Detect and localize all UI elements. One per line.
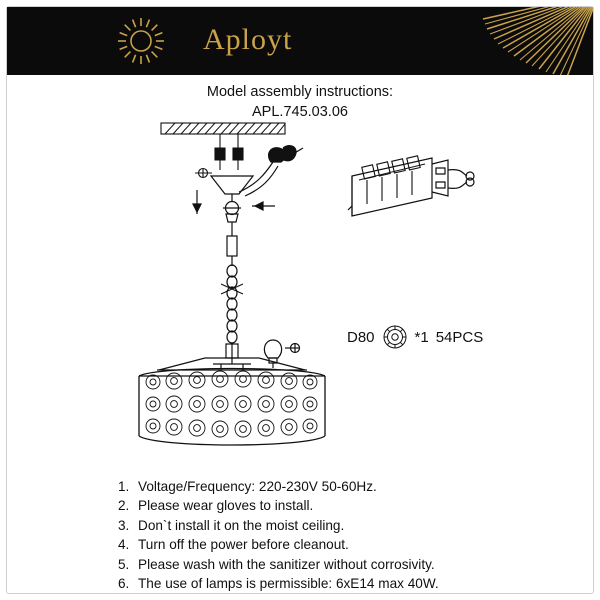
mounting-bracket-icon bbox=[211, 176, 253, 222]
parts-count-row bbox=[347, 324, 483, 350]
list-item bbox=[118, 555, 578, 574]
radial-rays-decoration-icon bbox=[363, 7, 593, 75]
terminal-block-wiring-icon bbox=[348, 156, 474, 216]
model-number: APL.745.03.06 bbox=[252, 104, 348, 120]
page-title: Model assembly instructions: bbox=[206, 84, 394, 100]
note-number: 3. bbox=[118, 517, 130, 533]
note-text: Turn off the power before cleanout. bbox=[138, 537, 349, 553]
sunburst-logo-icon bbox=[117, 17, 165, 65]
title-block bbox=[0, 82, 600, 122]
assembly-diagram bbox=[7, 118, 593, 458]
note-number: 6. bbox=[118, 576, 130, 592]
note-text: Please wear gloves to install. bbox=[138, 498, 314, 514]
list-item bbox=[118, 574, 578, 593]
list-item bbox=[118, 477, 578, 496]
note-number: 1. bbox=[118, 479, 130, 494]
note-number: 2. bbox=[118, 498, 130, 514]
list-item bbox=[118, 496, 578, 515]
install-arrow-down-icon bbox=[193, 190, 201, 214]
note-text: The use of lamps is permissible: 6xE14 max 40W. bbox=[138, 576, 439, 592]
screw-detail-icon bbox=[195, 169, 212, 178]
ceiling-hook-icon bbox=[269, 146, 303, 162]
header-banner bbox=[7, 7, 593, 75]
note-text: Don`t install it on the moist ceiling. bbox=[138, 517, 345, 533]
suspension-chain-icon bbox=[221, 222, 243, 364]
note-text: Please wash with the sanitizer without corrosivity. bbox=[138, 556, 435, 572]
power-wire-icon bbox=[239, 162, 278, 196]
anchor-screw-icon bbox=[215, 134, 243, 170]
note-number: 5. bbox=[118, 556, 130, 572]
part-count-label: 54PCS bbox=[435, 328, 484, 346]
hatched-ceiling-icon bbox=[161, 123, 285, 134]
brand-name: Aployt bbox=[203, 23, 293, 56]
part-diameter-label: D80 bbox=[347, 328, 375, 346]
instruction-notes-list bbox=[118, 477, 578, 593]
note-number: 4. bbox=[118, 537, 130, 553]
crystal-rosette-icon bbox=[382, 324, 408, 350]
part-multiplier-label: *1 bbox=[414, 328, 429, 346]
list-item bbox=[118, 535, 578, 554]
install-arrow-icon bbox=[252, 202, 275, 210]
note-text: Voltage/Frequency: 220-230V 50-60Hz. bbox=[138, 479, 377, 494]
list-item bbox=[118, 516, 578, 535]
